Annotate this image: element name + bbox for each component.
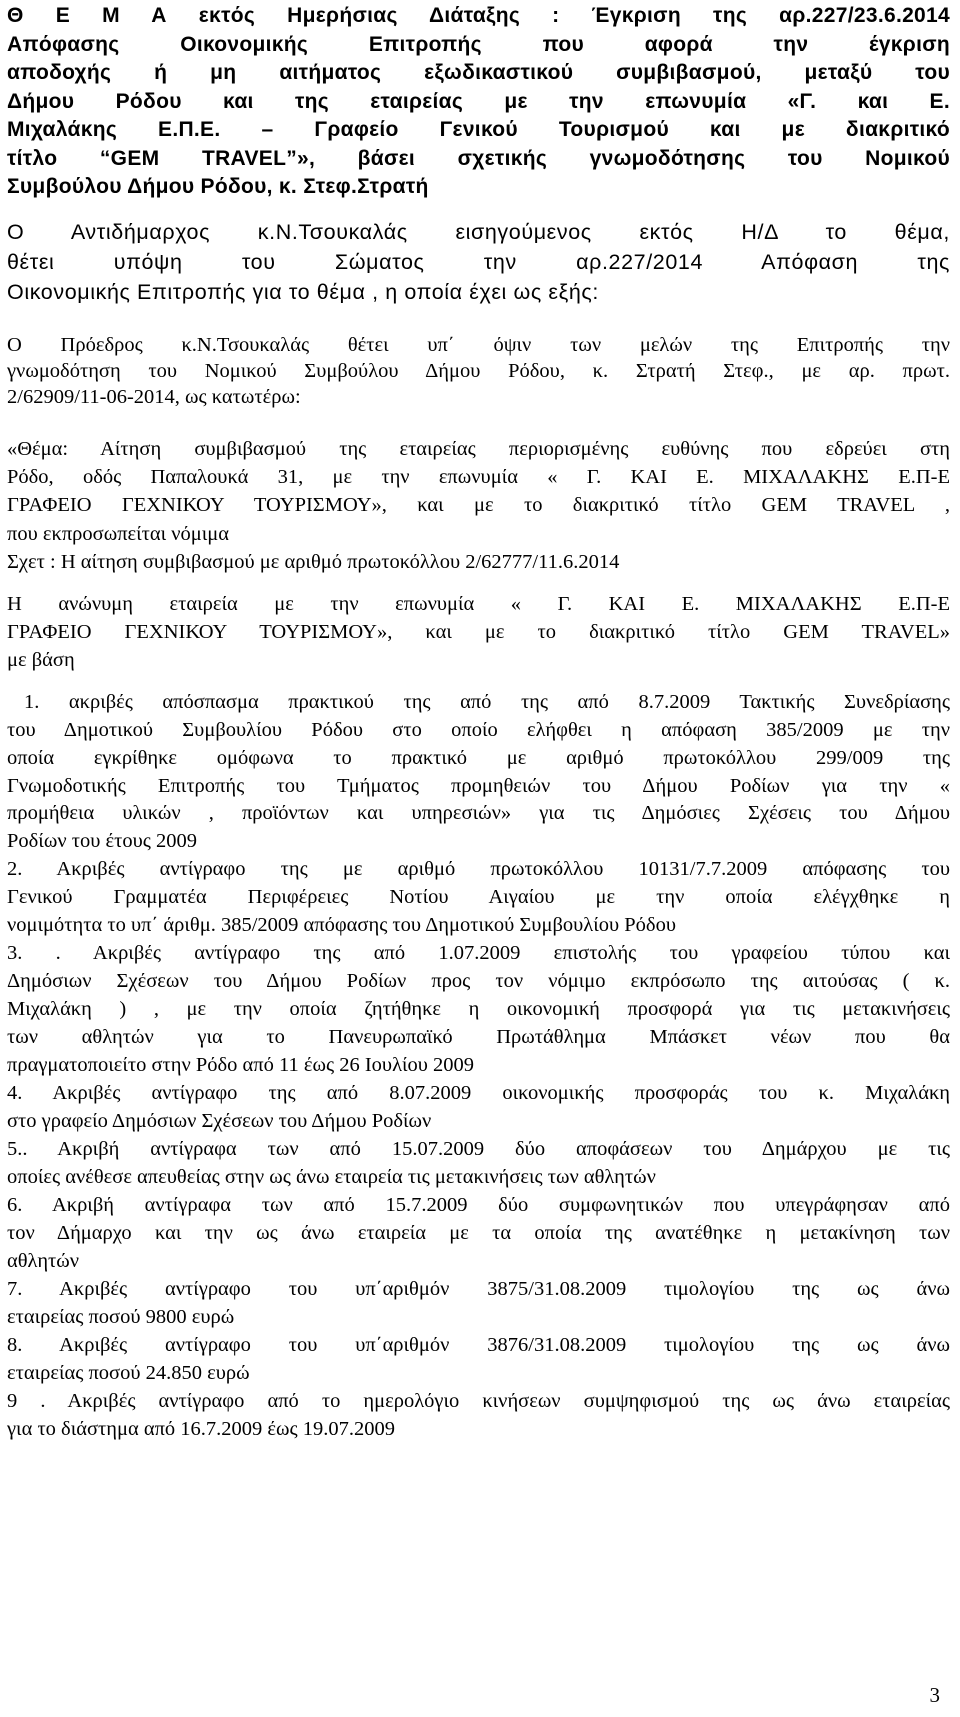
body-line: γνωμοδότηση του Νομικού Συμβούλου Δήμου Ρόδου, κ. Στρατή Στεφ., με αρ. πρωτ.: [7, 360, 950, 382]
page-number: 3: [929, 1683, 940, 1707]
body-line: «Θέμα: Αίτηση συμβιβασμού της εταιρείας περιορισμένης ευθύνης που εδρεύει στη: [7, 438, 950, 460]
list-item: των αθλητών για το Πανευρωπαϊκό Πρωτάθλημα Μπάσκετ νέων που θα: [7, 1026, 950, 1048]
list-item: Ροδίων του έτους 2009: [7, 830, 197, 852]
list-item: 6. Ακριβή αντίγραφα των από 15.7.2009 δύο συμφωνητικών που υπεγράφησαν από: [7, 1194, 950, 1216]
body-line: που εκπροσωπείται νόμιμα: [7, 523, 230, 545]
list-item: αθλητών: [7, 1250, 80, 1272]
list-item: 3. . Ακριβές αντίγραφο της από 1.07.2009 επιστολής του γραφείου τύπου και: [7, 942, 950, 964]
list-item: στο γραφείο Δημόσιων Σχέσεων του Δήμου Ροδίων: [7, 1110, 432, 1132]
list-item: 1. ακριβές απόσπασμα πρακτικού της από της από 8.7.2009 Τακτικής Συνεδρίασης: [24, 691, 950, 713]
list-item: τον Δήμαρχο και την ως άνω εταιρεία με τα οποία της ανατέθηκε η μετακίνηση των: [7, 1222, 950, 1244]
body-line: με βάση: [7, 649, 75, 671]
list-item: οποίες ανέθεσε απευθείας στην ως άνω εταιρεία τις μετακινήσεις των αθλητών: [7, 1166, 656, 1188]
list-item: νομιμότητα το υπ΄ άριθμ. 385/2009 απόφασης του Δημοτικού Συμβουλίου Ρόδου: [7, 914, 676, 936]
body-line: Ρόδο, οδός Παπαλουκά 31, με την επωνυμία « Γ. ΚΑΙ Ε. ΜΙΧΑΛΑΚΗΣ Ε.Π-Ε: [7, 466, 950, 488]
intro-line: Οικονομικής Επιτροπής για το θέμα , η οποία έχει ως εξής:: [7, 280, 599, 304]
list-item: Δημόσιων Σχέσεων του Δήμου Ροδίων προς τον νόμιμο εκπρόσωπο της αιτούσας ( κ.: [7, 970, 950, 992]
body-line: Ο Πρόεδρος κ.Ν.Τσουκαλάς θέτει υπ΄ όψιν των μελών της Επιτροπής την: [7, 334, 950, 356]
list-item: πραγματοποιείτο στην Ρόδο από 11 έως 26 Ιουλίου 2009: [7, 1054, 475, 1076]
body-line: ΓΡΑΦΕΙΟ ΓΕΧΝΙΚΟΥ ΤΟΥΡΙΣΜΟΥ», και με το διακριτικό τίτλο GEM TRAVEL»: [7, 621, 950, 643]
list-item: Γνωμοδοτικής Επιτροπής του Τμήματος προμηθειών του Δήμου Ροδίων για την «: [7, 775, 950, 797]
list-item: εταιρείας ποσού 9800 ευρώ: [7, 1306, 235, 1328]
list-item: Γενικού Γραμματέα Περιφέρειες Νοτίου Αιγαίου με την οποία ελέγχθηκε η: [7, 886, 950, 908]
list-item: 2. Ακριβές αντίγραφο της με αριθμό πρωτοκόλλου 10131/7.7.2009 απόφασης του: [7, 858, 950, 880]
body-line: Η ανώνυμη εταιρεία με την επωνυμία « Γ. ΚΑΙ Ε. ΜΙΧΑΛΑΚΗΣ Ε.Π-Ε: [7, 593, 950, 615]
list-item: για το διάστημα από 16.7.2009 έως 19.07.2009: [7, 1418, 396, 1440]
body-line: 2/62909/11-06-2014, ως κατωτέρω:: [7, 386, 301, 408]
intro-line: Ο Αντιδήμαρχος κ.Ν.Τσουκαλάς εισηγούμενος εκτός Η/Δ το θέμα,: [7, 220, 950, 244]
list-item: προμήθεια υλικών , προϊόντων και υπηρεσιών» για τις Δημόσιες Σχέσεις του Δήμου: [7, 802, 950, 824]
title-line: Θ Ε Μ Α εκτός Ημερήσιας Διάταξης : Έγκριση της αρ.227/23.6.2014: [7, 4, 950, 27]
body-line: Σχετ : Η αίτηση συμβιβασμού με αριθμό πρωτοκόλλου 2/62777/11.6.2014: [7, 551, 620, 573]
list-item: 4. Ακριβές αντίγραφο της από 8.07.2009 οικονομικής προσφοράς του κ. Μιχαλάκη: [7, 1082, 950, 1104]
list-item: οποία εγκρίθηκε ομόφωνα το πρακτικό με αριθμό πρωτοκόλλου 299/009 της: [7, 747, 950, 769]
list-item: εταιρείας ποσού 24.850 ευρώ: [7, 1362, 250, 1384]
list-item: 9 . Ακριβές αντίγραφο από το ημερολόγιο κινήσεων συμψηφισμού της ως άνω εταιρείας: [7, 1390, 950, 1412]
body-line: ΓΡΑΦΕΙΟ ΓΕΧΝΙΚΟΥ ΤΟΥΡΙΣΜΟΥ», και με το διακριτικό τίτλο GEM TRAVEL ,: [7, 494, 950, 516]
title-line: Μιχαλάκης Ε.Π.Ε. – Γραφείο Γενικού Τουρισμού και με διακριτικό: [7, 118, 950, 141]
title-line: τίτλο “GEM TRAVEL”», βάσει σχετικής γνωμοδότησης του Νομικού: [7, 147, 950, 170]
list-item: του Δημοτικού Συμβουλίου Ρόδου στο οποίο ελήφθει η απόφαση 385/2009 με την: [7, 719, 950, 741]
list-item: Μιχαλάκη ) , με την οποία ζητήθηκε η οικονομική προσφορά για τις μετακινήσεις: [7, 998, 950, 1020]
intro-line: θέτει υπόψη του Σώματος την αρ.227/2014 Απόφαση της: [7, 250, 950, 274]
list-item: 5.. Ακριβή αντίγραφα των από 15.07.2009 δύο αποφάσεων του Δημάρχου με τις: [7, 1138, 950, 1160]
title-line: Δήμου Ρόδου και της εταιρείας με την επωνυμία «Γ. και Ε.: [7, 90, 950, 113]
title-line: αποδοχής ή μη αιτήματος εξωδικαστικού συμβιβασμού, μεταξύ του: [7, 61, 950, 84]
list-item: 7. Ακριβές αντίγραφο του υπ΄αριθμόν 3875/31.08.2009 τιμολογίου της ως άνω: [7, 1278, 950, 1300]
title-line: Συμβούλου Δήμου Ρόδου, κ. Στεφ.Στρατή: [7, 175, 429, 198]
title-line: Απόφασης Οικονομικής Επιτροπής που αφορά την έγκριση: [7, 33, 950, 56]
list-item: 8. Ακριβές αντίγραφο του υπ΄αριθμόν 3876/31.08.2009 τιμολογίου της ως άνω: [7, 1334, 950, 1356]
